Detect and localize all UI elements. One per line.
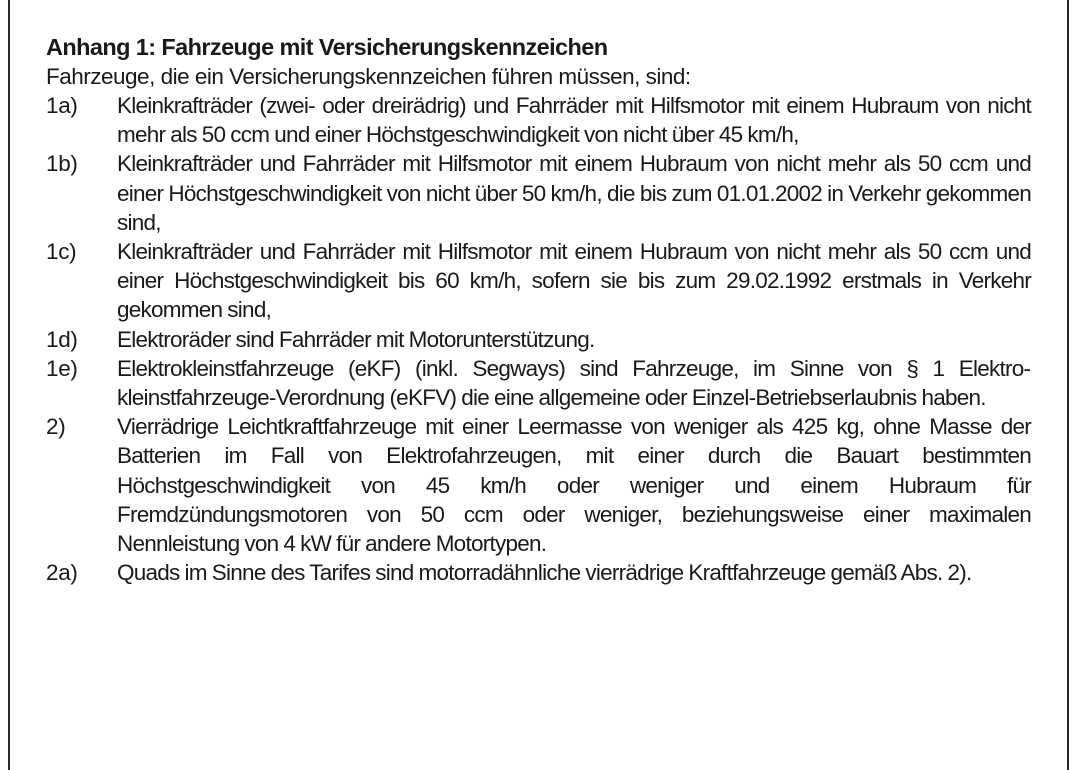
list-item-label: 1b) <box>46 151 78 177</box>
list-item-text: Elektroräder sind Fahrräder mit Motorunterstützung. <box>117 326 595 352</box>
list-item-label: 2) <box>46 414 66 440</box>
vehicle-list <box>46 91 1031 587</box>
list-item-1d <box>46 325 1031 354</box>
list-item-label: 1d) <box>46 326 78 352</box>
list-item-text: Kleinkrafträder und Fahrräder mit Hilfsmotor mit einem Hubraum von nicht mehr als 50 ccm und einer Höchstgeschwindigkeit bis 60 km/h, sofern sie bis zum 29.02.1992 erstmals in Verkehr gekommen sind, <box>117 239 1031 323</box>
list-item-1e <box>46 354 1031 412</box>
list-item-1b <box>46 149 1031 237</box>
list-item-1c <box>46 237 1031 325</box>
list-item-text: Quads im Sinne des Tarifes sind motorradähnliche vierrädrige Kraftfahrzeuge gemäß Abs. 2). <box>117 560 972 586</box>
list-item-2a <box>46 558 1031 587</box>
list-item-1a <box>46 91 1031 149</box>
page-border-left <box>8 0 10 770</box>
list-item-text: Kleinkrafträder (zwei- oder dreirädrig) und Fahrräder mit Hilfsmotor mit einem Hubraum von nicht mehr als 50 ccm und einer Höchstgeschwindigkeit von nicht über 45 km/h, <box>117 93 1031 148</box>
list-item-2 <box>46 412 1031 558</box>
list-item-text: Vierrädrige Leichtkraftfahrzeuge mit einer Leermasse von weniger als 425 kg, ohne Masse der Batterien im Fall von Elektrofahrzeugen, mit einer durch die Bauart bestimmten Höchstgeschwindigkeit von 45 km/h oder weniger und einem Hubraum für Fremdzündungsmotoren von 50 ccm oder weniger, beziehungsweise einer maximalen Nennleistung von 4 kW für andere Motortypen. <box>117 414 1031 557</box>
document-body <box>46 32 1031 587</box>
list-item-text: Kleinkrafträder und Fahrräder mit Hilfsmotor mit einem Hubraum von nicht mehr als 50 ccm und einer Höchstgeschwindigkeit von nicht über 50 km/h, die bis zum 01.01.2002 in Verkehr gekommen sind, <box>117 151 1031 235</box>
document-intro: Fahrzeuge, die ein Versicherungskennzeichen führen müssen, sind: <box>46 64 691 89</box>
page-border-right <box>1067 0 1069 770</box>
list-item-label: 2a) <box>46 560 78 586</box>
list-item-label: 1e) <box>46 355 78 381</box>
list-item-label: 1c) <box>46 239 77 265</box>
list-item-label: 1a) <box>46 93 78 118</box>
document-title: Anhang 1: Fahrzeuge mit Versicherungskennzeichen <box>46 34 608 60</box>
list-item-text: Elektrokleinstfahrzeuge (eKF) (inkl. Segways) sind Fahrzeuge, im Sinne von § 1 Elektrokleinstfahrzeuge-Verordnung (eKFV) die eine allgemeine oder Einzel-Betriebserlaubnis haben. <box>117 355 1031 411</box>
